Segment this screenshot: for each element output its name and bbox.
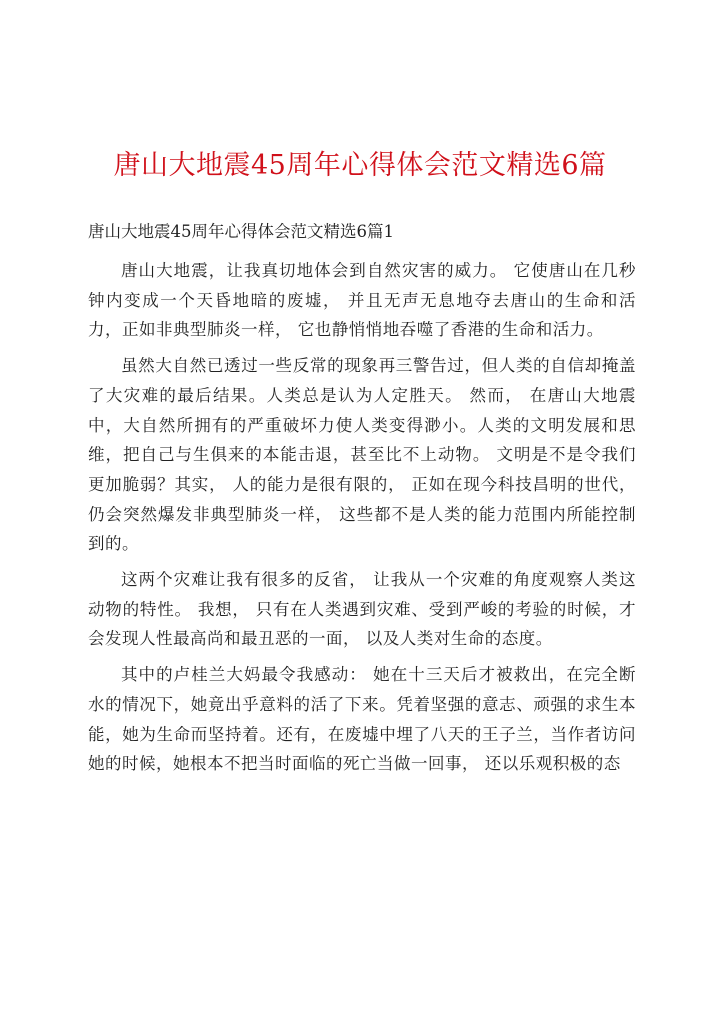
document-title: 唐山大地震45周年心得体会范文精选6篇 xyxy=(113,150,607,181)
paragraph: 唐山大地震，让我真切地体会到自然灾害的威力。 它使唐山在几秒钟内变成一个天昏地暗的废墟， 并且无声无息地夺去唐山的生命和活力，正如非典型肺炎一样， 它也静悄悄地吞噬了香港的生命和活力。 xyxy=(88,261,636,340)
paragraph: 这两个灾难让我有很多的反省， 让我从一个灾难的角度观察人类这动物的特性。 我想， 只有在人类遇到灾难、受到严峻的考验的时候，才会发现人性最高尚和最丑恶的一面， 以及人类对生命的态度。 xyxy=(88,570,636,649)
paragraph: 虽然大自然已透过一些反常的现象再三警告过，但人类的自信却掩盖了大灾难的最后结果。人类总是认为人定胜天。 然而， 在唐山大地震中，大自然所拥有的严重破坏力使人类变得渺小。人类的文明发展和思维，把自己与生俱来的本能击退，甚至比不上动物。 文明是不是令我们更加脆弱？其实， 人的能力是很有限的， 正如在现今科技昌明的世代， 仍会突然爆发非典型肺炎一样， 这些都不是人类的能力范围内所能控制到的。 xyxy=(88,356,636,554)
body-text xyxy=(88,256,636,785)
paragraph: 其中的卢桂兰大妈最令我感动： 她在十三天后才被救出，在完全断水的情况下，她竟出乎意料的活了下来。凭着坚强的意志、顽强的求生本能，她为生命而坚持着。还有，在废墟中埋了八天的王子兰，当作者访问她的时候，她根本不把当时面临的死亡当做一回事， 还以乐观积极的态 xyxy=(88,665,636,774)
section-heading: 唐山大地震45周年心得体会范文精选6篇1 xyxy=(88,222,394,241)
